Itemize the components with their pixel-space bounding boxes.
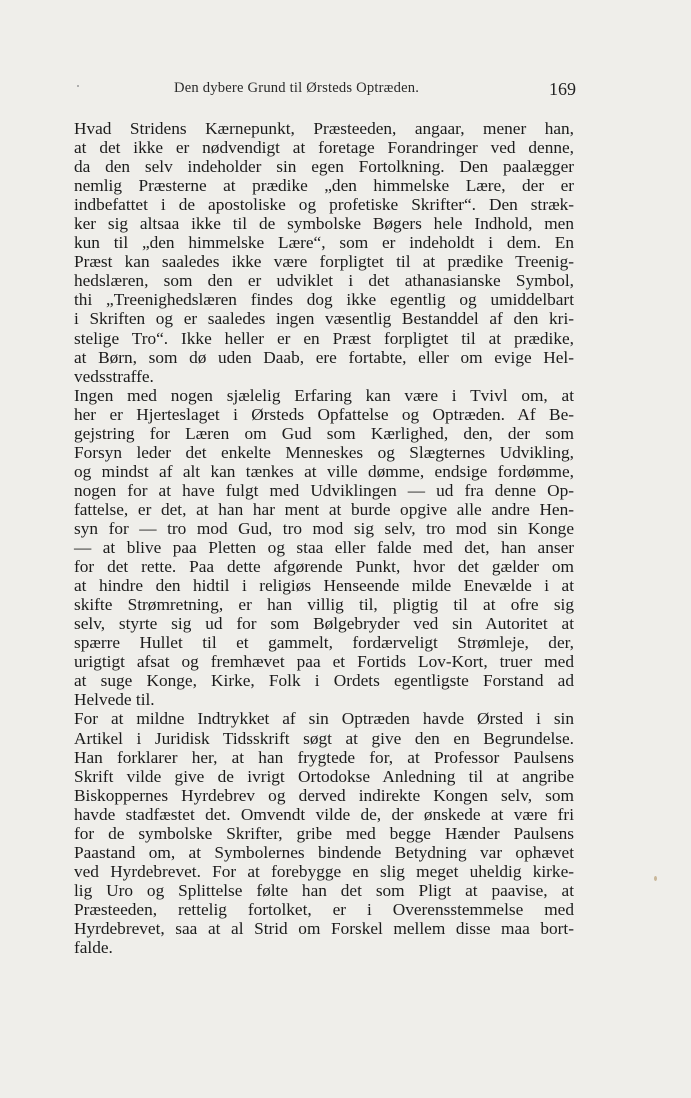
text-line: kun til „den himmelske Lære“, som er indeholdt i dem. En (74, 233, 574, 253)
text-line: for det rette. Paa dette afgørende Punkt, hvor det gælder om (74, 557, 574, 577)
text-line: stelige Tro“. Ikke heller er en Præst forpligtet til at prædike, (74, 328, 574, 348)
text-line: Skrift vilde give de ivrigt Ortodokse Anledning til at angribe (74, 766, 574, 786)
text-line: at det ikke er nødvendigt at foretage Forandringer ved denne, (74, 138, 574, 158)
text-line: Paastand om, at Symbolernes bindende Betydning var ophævet (74, 842, 574, 862)
text-line: da den selv indeholder sin egen Fortolkning. Den paalægger (74, 157, 574, 177)
text-line: thi „Treenighedslæren findes dog ikke egentlig og umiddelbart (74, 290, 574, 310)
text-line: Hyrdebrevet, saa at al Strid om Forskel mellem disse maa bort- (74, 918, 574, 938)
paragraph (47, 386, 574, 710)
text-line: for de symbolske Skrifter, gribe med begge Hænder Paulsens (74, 823, 574, 843)
text-line: vedsstraffe. (74, 366, 154, 386)
text-line: skifte Strømretning, er han villig til, pligtig til at ofre sig (74, 595, 574, 615)
text-line: indbefattet i de apostoliske og profetiske Skrifter“. Den stræk- (74, 195, 574, 215)
text-line: nemlig Præsterne at prædike „den himmelske Lære, der er (74, 176, 574, 196)
text-line: at suge Konge, Kirke, Folk i Ordets egentligste Forstand ad (74, 671, 574, 691)
text-line: lig Uro og Splittelse følte han det som Pligt at paavise, at (74, 880, 574, 900)
text-line: ker sig altsaa ikke til de symbolske Bøgers hele Indhold, men (74, 214, 574, 234)
text-line: falde. (74, 938, 113, 958)
text-line: Præsteeden, rettelig fortolket, er i Overensstemmelse med (74, 899, 574, 919)
paragraph (47, 709, 574, 957)
text-line: Forsyn leder det enkelte Menneskes og Slægternes Udvikling, (74, 442, 574, 462)
text-line: gejstring for Læren om Gud som Kærlighed, den, der som (74, 423, 574, 443)
paper-speck (77, 85, 79, 87)
text-line: syn for — tro mod Gud, tro mod sig selv, tro mod sin Konge (74, 518, 574, 538)
paper-speck (654, 876, 657, 881)
text-line: selv, styrte sig ud for som Bølgebryder ved sin Autoritet at (74, 614, 574, 634)
text-line: Biskoppernes Hyrdebrev og derved indirekte Kongen selv, som (74, 785, 574, 805)
text-line: fattelse, er det, at han har ment at burde opgive alle andre Hen- (74, 499, 574, 519)
text-line: i Skriften og er saaledes ingen væsentlig Bestanddel af den kri- (74, 309, 574, 329)
text-line: at Børn, som dø uden Daab, ere fortabte, eller om evige Hel- (74, 347, 574, 367)
text-line: hedslæren, som den er udviklet i det athanasianske Symbol, (74, 271, 574, 291)
text-line: — at blive paa Pletten og staa eller falde med det, han anser (74, 538, 574, 558)
text-line: Hvad Stridens Kærnepunkt, Præsteeden, angaar, mener han, (74, 119, 574, 138)
text-line: her er Hjerteslaget i Ørsteds Opfattelse og Optræden. Af Be- (74, 404, 574, 424)
text-line: at hindre den hidtil i religiøs Henseende milde Enevælde i at (74, 576, 574, 596)
text-line: nogen for at have fulgt med Udviklingen — ud fra denne Op- (74, 480, 574, 500)
text-line: Ingen med nogen sjælelig Erfaring kan være i Tvivl om, at (74, 385, 574, 405)
text-line: Han forklarer her, at han frygtede for, at Professor Paulsens (74, 747, 574, 767)
text-line: Helvede til. (74, 690, 155, 710)
paragraph (47, 119, 574, 386)
text-line: havde stadfæstet det. Omvendt vilde de, der ønskede at være fri (74, 804, 574, 824)
text-line: og mindst af alt kan tænkes at ville dømme, endsige fordømme, (74, 461, 574, 481)
text-line: For at mildne Indtrykket af sin Optræden havde Ørsted i sin (74, 709, 574, 729)
text-line: Præst kan saaledes ikke være forpligtet til at prædike Treenig- (74, 252, 574, 272)
text-line: Artikel i Juridisk Tidsskrift søgt at give den en Begrundelse. (74, 728, 574, 748)
text-line: spærre Hullet til et gammelt, fordærveligt Strømleje, der, (74, 633, 574, 653)
text-line: urigtigt afsat og fremhævet paa et Fortids Lov-Kort, truer med (74, 652, 574, 672)
page-number: 169 (549, 79, 576, 99)
running-title: Den dybere Grund til Ørsteds Optræden. (174, 80, 420, 96)
body-text (47, 119, 574, 957)
text-line: ved Hyrdebrevet. For at forebygge en slig meget uheldig kirke- (74, 861, 574, 881)
